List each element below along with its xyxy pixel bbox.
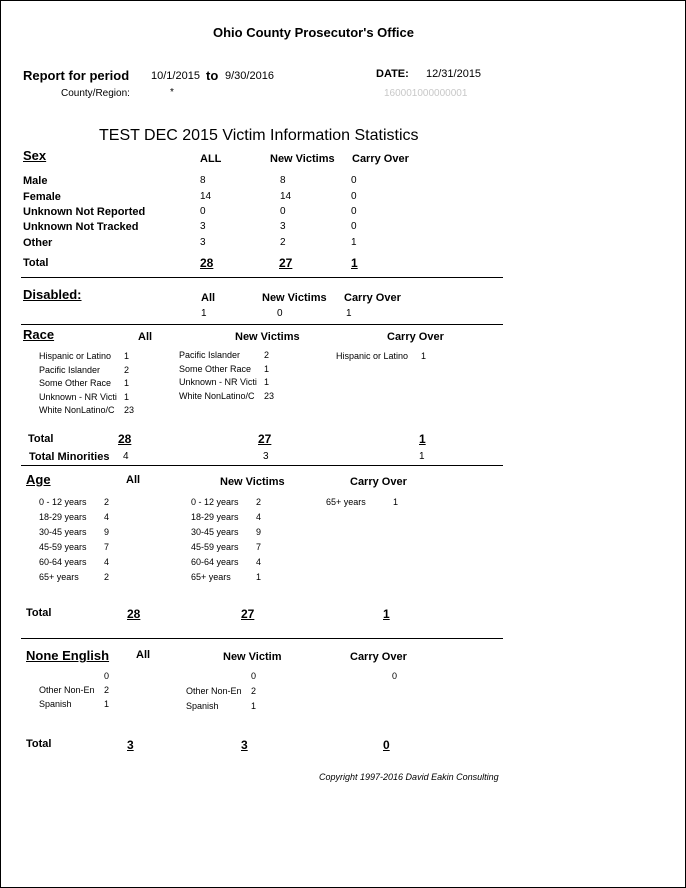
sex-row-carry: 0 xyxy=(351,206,357,217)
sex-row-carry: 0 xyxy=(351,175,357,186)
english-total-new: 3 xyxy=(241,738,248,752)
date-label: DATE: xyxy=(376,68,409,80)
age-total-carry: 1 xyxy=(383,607,390,621)
sex-row-new: 3 xyxy=(280,221,286,232)
age-all-label: 0 - 12 years xyxy=(39,497,87,507)
disabled-new-value: 0 xyxy=(277,308,283,319)
age-new-value: 7 xyxy=(256,542,262,552)
sex-col-all: ALL xyxy=(200,153,222,165)
english-all-value: 2 xyxy=(104,685,110,695)
age-heading: Age xyxy=(26,472,51,487)
age-all-label: 65+ years xyxy=(39,572,79,582)
age-new-label: 0 - 12 years xyxy=(191,497,239,507)
section-divider xyxy=(21,277,503,278)
sex-heading: Sex xyxy=(23,148,47,163)
sex-total-new: 27 xyxy=(279,256,293,270)
race-new-value: 1 xyxy=(264,364,270,374)
english-new-label: Spanish xyxy=(186,701,219,711)
race-all-value: 1 xyxy=(124,378,130,388)
sex-row-label: Unknown Not Tracked xyxy=(23,221,139,233)
sex-row-label: Female xyxy=(23,191,61,203)
sex-row-all: 3 xyxy=(200,221,206,232)
age-new-label: 45-59 years xyxy=(191,542,239,552)
sex-col-new: New Victims xyxy=(270,153,335,165)
race-new-value: 2 xyxy=(264,350,270,360)
section-divider xyxy=(21,324,503,325)
english-new-value: 1 xyxy=(251,701,257,711)
age-new-value: 1 xyxy=(256,572,262,582)
age-new-label: 65+ years xyxy=(191,572,231,582)
section-divider xyxy=(21,465,503,466)
sex-total-all: 28 xyxy=(200,256,214,270)
sex-row-label: Male xyxy=(23,175,48,187)
race-col-carry: Carry Over xyxy=(387,331,444,343)
report-period-label: Report for period xyxy=(23,68,130,83)
sex-row-all: 8 xyxy=(200,175,206,186)
sex-row-all: 0 xyxy=(200,206,206,217)
english-col-carry: Carry Over xyxy=(350,651,407,663)
age-all-label: 60-64 years xyxy=(39,557,87,567)
age-total-all: 28 xyxy=(127,607,141,621)
race-minorities-label: Total Minorities xyxy=(29,451,110,463)
sex-row-new: 2 xyxy=(280,237,286,248)
english-heading: None English xyxy=(26,648,110,663)
age-col-all: All xyxy=(126,474,141,486)
english-total-carry: 0 xyxy=(383,738,390,752)
age-all-value: 2 xyxy=(104,497,110,507)
sex-row-new: 8 xyxy=(280,175,286,186)
age-all-value: 4 xyxy=(104,557,110,567)
english-col-new: New Victim xyxy=(223,651,282,663)
race-all-value: 23 xyxy=(124,405,135,415)
race-all-label: Unknown - NR Victi xyxy=(39,392,117,402)
office-title: Ohio County Prosecutor's Office xyxy=(213,25,415,40)
age-all-value: 7 xyxy=(104,542,110,552)
age-carry-label: 65+ years xyxy=(326,497,366,507)
age-new-label: 60-64 years xyxy=(191,557,239,567)
age-all-value: 9 xyxy=(104,527,110,537)
age-total-new: 27 xyxy=(241,607,255,621)
race-col-new: New Victims xyxy=(235,331,300,343)
age-all-value: 4 xyxy=(104,512,110,522)
english-new-blank-value: 0 xyxy=(251,671,257,681)
race-carry-value: 1 xyxy=(421,351,427,361)
period-to-label: to xyxy=(206,68,219,83)
race-col-all: All xyxy=(138,331,153,343)
age-total-label: Total xyxy=(26,607,52,619)
age-all-label: 30-45 years xyxy=(39,527,87,537)
sex-row-new: 14 xyxy=(280,191,292,202)
date-value: 12/31/2015 xyxy=(426,68,482,80)
disabled-all-value: 1 xyxy=(201,308,207,319)
race-total-new: 27 xyxy=(258,432,272,446)
sex-row-carry: 1 xyxy=(351,237,357,248)
race-heading: Race xyxy=(23,327,55,342)
sex-row-carry: 0 xyxy=(351,221,357,232)
age-new-value: 9 xyxy=(256,527,262,537)
sex-col-carry: Carry Over xyxy=(352,153,409,165)
race-total-all: 28 xyxy=(118,432,132,446)
race-all-value: 1 xyxy=(124,351,130,361)
period-end-date: 9/30/2016 xyxy=(225,70,274,82)
sex-row-label: Unknown Not Reported xyxy=(23,206,146,218)
english-all-value: 1 xyxy=(104,699,110,709)
race-carry-label: Hispanic or Latino xyxy=(336,351,409,361)
age-col-carry: Carry Over xyxy=(350,476,407,488)
age-new-value: 4 xyxy=(256,557,262,567)
race-all-value: 1 xyxy=(124,392,130,402)
race-new-value: 23 xyxy=(264,391,275,401)
race-all-label: Hispanic or Latino xyxy=(39,351,112,361)
race-new-label: Some Other Race xyxy=(179,364,252,374)
age-new-label: 18-29 years xyxy=(191,512,239,522)
county-region-label: County/Region: xyxy=(61,88,130,99)
age-all-label: 18-29 years xyxy=(39,512,87,522)
disabled-col-all: All xyxy=(201,292,216,304)
english-all-label: Other Non-En xyxy=(39,685,95,695)
english-all-blank-value: 0 xyxy=(104,671,110,681)
race-minorities-new: 3 xyxy=(263,451,269,462)
race-new-label: Unknown - NR Victi xyxy=(179,377,257,387)
race-total-carry: 1 xyxy=(419,432,426,446)
report-title: TEST DEC 2015 Victim Information Statistics xyxy=(99,127,419,144)
age-new-value: 4 xyxy=(256,512,262,522)
disabled-carry-value: 1 xyxy=(346,308,352,319)
county-region-value: * xyxy=(170,87,174,98)
race-all-label: Pacific Islander xyxy=(39,365,101,375)
sex-total-label: Total xyxy=(23,257,49,269)
age-col-new: New Victims xyxy=(220,476,285,488)
english-all-label: Spanish xyxy=(39,699,72,709)
disabled-col-new: New Victims xyxy=(262,292,327,304)
race-minorities-carry: 1 xyxy=(419,451,425,462)
sex-row-label: Other xyxy=(23,237,53,249)
period-start-date: 10/1/2015 xyxy=(151,70,200,82)
age-carry-value: 1 xyxy=(393,497,399,507)
english-new-label: Other Non-En xyxy=(186,686,242,696)
age-new-value: 2 xyxy=(256,497,262,507)
report-id: 160001000000001 xyxy=(384,88,468,99)
race-all-label: Some Other Race xyxy=(39,378,112,388)
sex-row-new: 0 xyxy=(280,206,286,217)
race-new-value: 1 xyxy=(264,377,270,387)
race-total-label: Total xyxy=(28,433,54,445)
sex-row-all: 14 xyxy=(200,191,212,202)
race-minorities-all: 4 xyxy=(123,451,129,462)
sex-row-all: 3 xyxy=(200,237,206,248)
english-carry-blank-value: 0 xyxy=(392,671,398,681)
english-total-all: 3 xyxy=(127,738,134,752)
age-all-value: 2 xyxy=(104,572,110,582)
copyright-footer: Copyright 1997-2016 David Eakin Consulting xyxy=(319,772,499,782)
disabled-col-carry: Carry Over xyxy=(344,292,401,304)
section-divider xyxy=(21,638,503,639)
race-new-label: White NonLatino/C xyxy=(179,391,255,401)
race-all-value: 2 xyxy=(124,365,130,375)
sex-row-carry: 0 xyxy=(351,191,357,202)
english-total-label: Total xyxy=(26,738,52,750)
english-col-all: All xyxy=(136,649,151,661)
race-all-label: White NonLatino/C xyxy=(39,405,115,415)
age-new-label: 30-45 years xyxy=(191,527,239,537)
age-all-label: 45-59 years xyxy=(39,542,87,552)
english-new-value: 2 xyxy=(251,686,257,696)
sex-total-carry: 1 xyxy=(351,256,358,270)
disabled-heading: Disabled: xyxy=(23,287,82,302)
race-new-label: Pacific Islander xyxy=(179,350,241,360)
